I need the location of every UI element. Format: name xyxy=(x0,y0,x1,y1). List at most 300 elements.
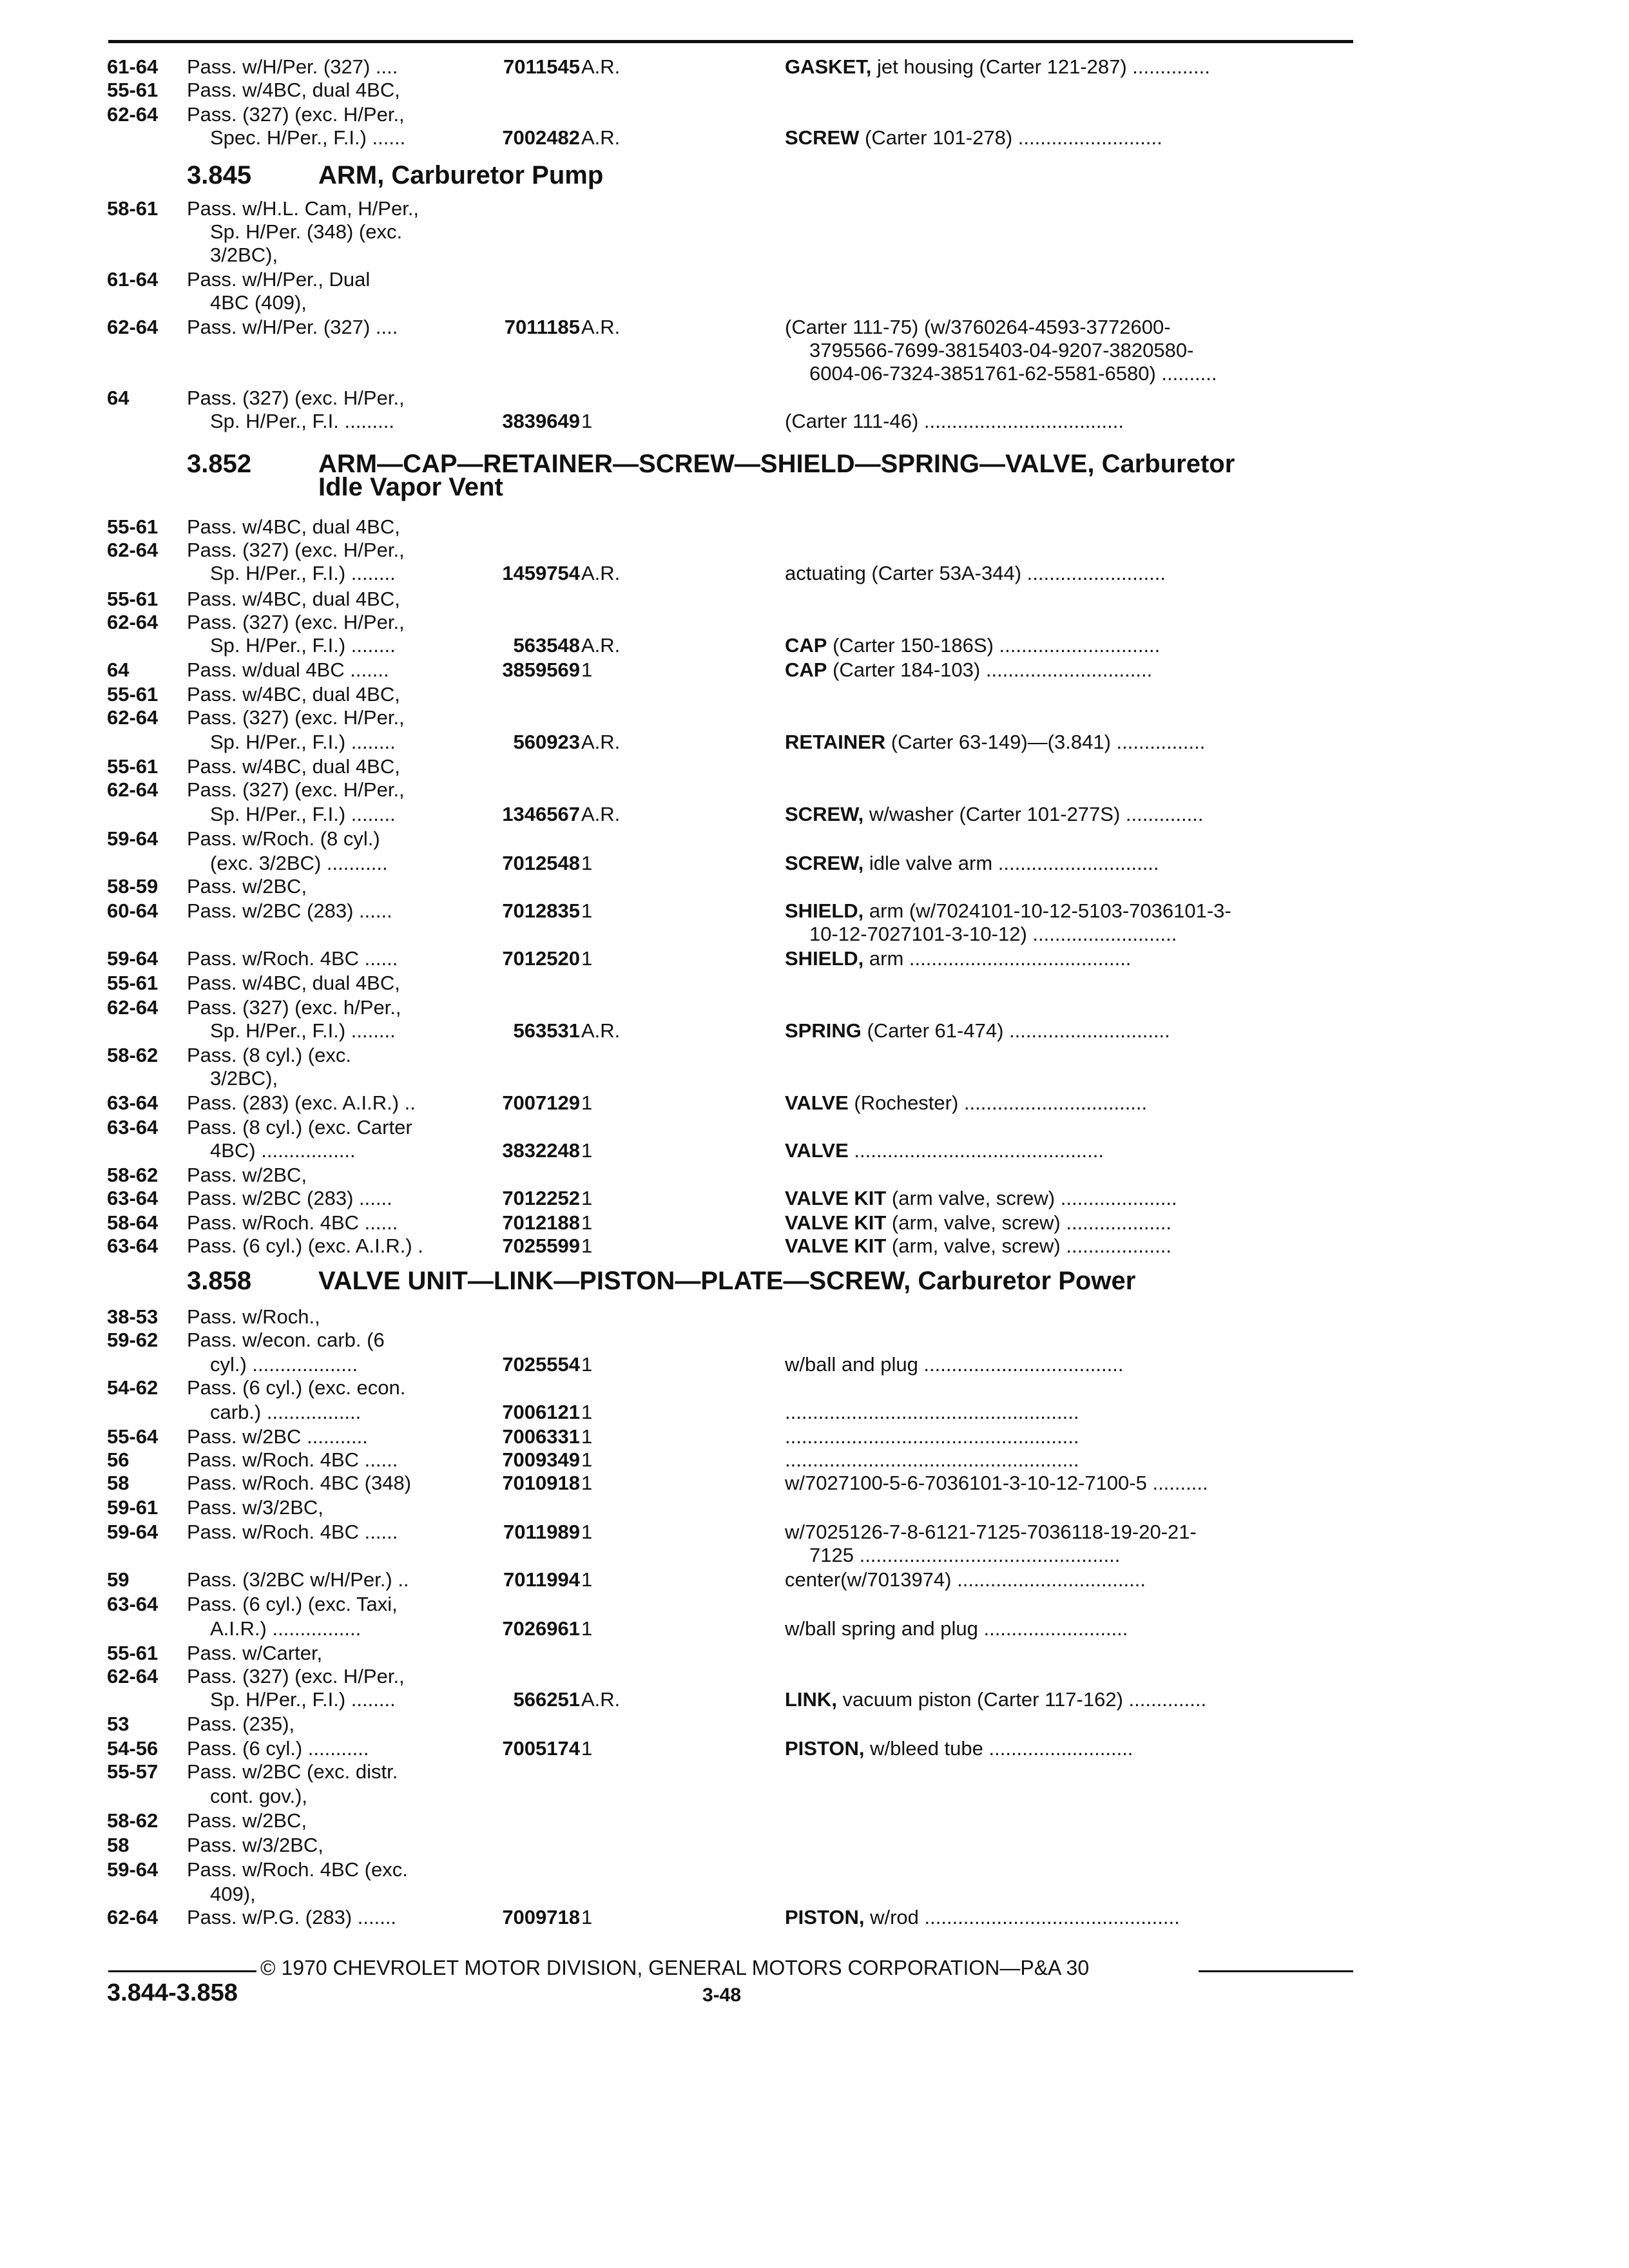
description xyxy=(809,1544,1120,1567)
description xyxy=(785,1019,1170,1043)
model-years: 53 xyxy=(107,1713,130,1735)
table-row xyxy=(0,1496,1629,1522)
description-text: ..................................................... xyxy=(785,1425,1079,1448)
table-row xyxy=(0,1019,1629,1045)
model-years: 63-64 xyxy=(107,1593,159,1615)
application: Pass. (3/2BC w/H/Per.) .. xyxy=(187,1568,409,1591)
table-row xyxy=(0,1809,1629,1835)
model-years: 58 xyxy=(107,1834,130,1856)
model-years: 55-61 xyxy=(107,755,159,778)
table-row xyxy=(0,1906,1629,1932)
description xyxy=(785,126,1162,149)
part-name: PISTON, xyxy=(785,1737,865,1760)
model-years: 63-64 xyxy=(107,1235,159,1257)
table-row xyxy=(0,1665,1629,1691)
table-row xyxy=(0,103,1629,129)
application: Pass. w/2BC, xyxy=(187,875,307,898)
section-title: VALVE UNIT—LINK—PISTON—PLATE—SCREW, Carburetor Power xyxy=(318,1267,1136,1295)
application: Pass. (6 cyl.) ........... xyxy=(187,1737,369,1760)
model-years: 58-59 xyxy=(107,875,159,898)
table-row xyxy=(0,1858,1629,1884)
model-years: 58-61 xyxy=(107,197,159,220)
model-years: 62-64 xyxy=(107,1665,159,1687)
application: Pass. w/Roch., xyxy=(187,1305,320,1328)
description-text: (Carter 63-149)—(3.841) ................ xyxy=(885,731,1206,753)
application: Pass. w/2BC (283) ...... xyxy=(187,899,392,922)
model-years: 62-64 xyxy=(107,316,159,338)
application: Pass. w/4BC, dual 4BC, xyxy=(187,515,400,538)
part-name: VALVE KIT xyxy=(785,1187,887,1209)
application: Pass. (283) (exc. A.I.R.) .. xyxy=(187,1091,416,1114)
model-years: 62-64 xyxy=(107,539,159,561)
description-text: w/ball spring and plug .......................... xyxy=(785,1617,1128,1640)
application: Pass. w/Carter, xyxy=(187,1642,323,1664)
part-number: 566251 xyxy=(513,1688,580,1711)
part-number: 7009349 xyxy=(502,1448,580,1471)
table-row xyxy=(0,55,1629,81)
application: Pass. w/3/2BC, xyxy=(187,1496,323,1519)
description-text: (Carter 61-474) ............................. xyxy=(861,1019,1170,1042)
part-name: SCREW, xyxy=(785,852,864,874)
table-row xyxy=(0,1448,1629,1474)
quantity: 1 xyxy=(581,1139,593,1162)
table-row xyxy=(0,1472,1629,1497)
table-row xyxy=(0,658,1629,684)
table-row xyxy=(0,1593,1629,1619)
table-row xyxy=(0,611,1629,637)
application: cyl.) ................... xyxy=(210,1353,358,1376)
table-row xyxy=(0,1760,1629,1786)
part-number: 7025554 xyxy=(502,1353,580,1376)
model-years: 55-61 xyxy=(107,515,159,538)
part-number: 7011989 xyxy=(503,1521,580,1543)
application: Pass. (327) (exc. H/Per., xyxy=(187,539,405,561)
description-text: 6004-06-7324-3851761-62-5581-6580) .......... xyxy=(809,362,1217,385)
model-years: 58-62 xyxy=(107,1044,159,1066)
description xyxy=(785,1235,1171,1258)
application: Pass. w/H.L. Cam, H/Per., xyxy=(187,197,419,220)
table-row xyxy=(0,778,1629,804)
table-row xyxy=(0,1883,1629,1908)
model-years: 59-64 xyxy=(107,827,159,850)
application: Pass. w/4BC, dual 4BC, xyxy=(187,683,400,706)
table-row xyxy=(0,562,1629,588)
description-text: vacuum piston (Carter 117-162) .............. xyxy=(836,1688,1207,1711)
table-row xyxy=(0,539,1629,564)
quantity: 1 xyxy=(581,1521,593,1543)
application: Pass. w/2BC ........... xyxy=(187,1425,368,1448)
application: Pass. (8 cyl.) (exc. xyxy=(187,1044,351,1066)
description-text: ..................................................... xyxy=(785,1401,1079,1423)
description-text: w/washer (Carter 101-277S) .............. xyxy=(863,803,1204,825)
table-row xyxy=(0,827,1629,853)
table-row xyxy=(0,803,1629,829)
model-years: 54-62 xyxy=(107,1376,159,1399)
model-years: 63-64 xyxy=(107,1091,159,1114)
description xyxy=(785,634,1160,657)
part-number: 560923 xyxy=(513,731,580,753)
description-text: 7125 ............................................... xyxy=(809,1544,1121,1566)
table-row xyxy=(0,1164,1629,1189)
description xyxy=(785,1401,1079,1424)
part-number: 7002482 xyxy=(502,126,580,149)
model-years: 64 xyxy=(107,387,130,409)
description-text: (arm, valve, screw) ................... xyxy=(886,1211,1171,1234)
table-row xyxy=(0,852,1629,878)
application: Pass. w/Roch. 4BC ...... xyxy=(187,1521,398,1543)
quantity: 1 xyxy=(581,1472,593,1494)
part-name: VALVE xyxy=(785,1139,849,1162)
application: Pass. (327) (exc. H/Per., xyxy=(187,778,405,801)
application: Pass. (327) (exc. H/Per., xyxy=(187,387,405,409)
description-text: arm ........................................ xyxy=(863,947,1132,970)
description-text: (arm valve, screw) ..................... xyxy=(886,1187,1177,1209)
application: Pass. (327) (exc. H/Per., xyxy=(187,706,405,729)
model-years: 62-64 xyxy=(107,103,159,126)
model-years: 62-64 xyxy=(107,996,159,1019)
model-years: 61-64 xyxy=(107,268,159,291)
model-years: 56 xyxy=(107,1448,130,1471)
quantity: 1 xyxy=(581,410,593,432)
table-row xyxy=(0,683,1629,709)
application: Pass. w/2BC, xyxy=(187,1809,307,1832)
section-number: 3.845 xyxy=(187,161,252,189)
part-number: 1346567 xyxy=(502,803,580,825)
part-number: 3832248 xyxy=(502,1139,580,1162)
quantity: 1 xyxy=(581,947,593,970)
model-years: 63-64 xyxy=(107,1187,159,1209)
table-row xyxy=(0,1353,1629,1379)
description xyxy=(785,1139,1104,1162)
model-years: 58-62 xyxy=(107,1164,159,1186)
application: Pass. w/4BC, dual 4BC, xyxy=(187,972,400,994)
part-name: SHIELD, xyxy=(785,899,864,922)
table-row xyxy=(0,875,1629,901)
application: Pass. (327) (exc. H/Per., xyxy=(187,103,405,126)
model-years: 62-64 xyxy=(107,1906,159,1928)
part-number: 7012548 xyxy=(502,852,580,874)
part-number: 7025599 xyxy=(502,1235,580,1257)
application: Pass. (327) (exc. H/Per., xyxy=(187,1665,405,1687)
description-text: ............................................. xyxy=(848,1139,1104,1162)
quantity: 1 xyxy=(581,1568,593,1591)
table-row xyxy=(0,1617,1629,1643)
application: Pass. w/P.G. (283) ....... xyxy=(187,1906,397,1928)
table-row xyxy=(0,244,1629,269)
table-row xyxy=(0,1329,1629,1354)
application: 3/2BC), xyxy=(210,1067,278,1090)
copyright-text: © 1970 CHEVROLET MOTOR DIVISION, GENERAL MOTORS CORPORATION—P&A 30 xyxy=(260,1956,1090,1979)
description-text: (arm, valve, screw) ................... xyxy=(886,1235,1171,1257)
quantity: 1 xyxy=(581,899,593,922)
table-row xyxy=(0,1544,1629,1570)
table-row xyxy=(0,220,1629,246)
quantity: A.R. xyxy=(581,562,621,584)
application: Pass. w/Roch. 4BC (348) xyxy=(187,1472,412,1494)
quantity: A.R. xyxy=(581,803,621,825)
quantity: 1 xyxy=(581,658,593,681)
application: Pass. w/H/Per. (327) .... xyxy=(187,55,398,78)
table-row xyxy=(0,1116,1629,1142)
description-text: (Rochester) ................................. xyxy=(848,1091,1148,1114)
table-row xyxy=(0,996,1629,1022)
footer-rule-right xyxy=(1199,1970,1353,1972)
description-text: w/7025126-7-8-6121-7125-7036118-19-20-21- xyxy=(785,1521,1197,1543)
application: Pass. w/H/Per. (327) .... xyxy=(187,316,398,338)
application: (exc. 3/2BC) ........... xyxy=(210,852,388,874)
part-name: VALVE KIT xyxy=(785,1235,887,1257)
description xyxy=(785,1472,1208,1495)
application: Sp. H/Per., F.I.) ........ xyxy=(210,562,396,584)
part-name: SHIELD, xyxy=(785,947,864,970)
part-number: 563531 xyxy=(513,1019,580,1042)
description xyxy=(785,1211,1171,1235)
table-row xyxy=(0,1044,1629,1070)
part-number: 7012520 xyxy=(502,947,580,970)
model-years: 55-64 xyxy=(107,1425,159,1448)
quantity: A.R. xyxy=(581,316,621,338)
application: Pass. w/H/Per., Dual xyxy=(187,268,371,291)
model-years: 58-64 xyxy=(107,1211,159,1234)
table-row xyxy=(0,197,1629,223)
part-name: SCREW, xyxy=(785,803,864,825)
application: Pass. (327) (exc. H/Per., xyxy=(187,611,405,633)
part-number: 7011994 xyxy=(503,1568,580,1591)
description-text: w/rod .............................................. xyxy=(864,1906,1180,1928)
quantity: A.R. xyxy=(581,1019,621,1042)
table-row xyxy=(0,899,1629,925)
description-text: w/ball and plug .................................... xyxy=(785,1353,1124,1376)
application: 409), xyxy=(210,1883,256,1905)
part-number: 7006121 xyxy=(502,1401,580,1423)
application: Pass. (327) (exc. h/Per., xyxy=(187,996,401,1019)
description-text: (Carter 184-103) .............................. xyxy=(827,658,1153,681)
quantity: 1 xyxy=(581,852,593,874)
table-row xyxy=(0,1235,1629,1260)
application: Pass. w/dual 4BC ....... xyxy=(187,658,389,681)
part-name: CAP xyxy=(785,658,827,681)
part-number: 7010918 xyxy=(502,1472,580,1494)
model-years: 55-61 xyxy=(107,683,159,706)
application: Pass. w/Roch. 4BC ...... xyxy=(187,1448,398,1471)
quantity: 1 xyxy=(581,1737,593,1760)
application: Pass. w/Roch. 4BC ...... xyxy=(187,1211,398,1234)
model-years: 62-64 xyxy=(107,706,159,729)
description xyxy=(785,1353,1124,1376)
description-text: (Carter 101-278) .......................... xyxy=(859,126,1162,149)
part-number: 7011185 xyxy=(504,316,580,338)
table-row xyxy=(0,1737,1629,1763)
application: Pass. w/Roch. 4BC (exc. xyxy=(187,1858,408,1881)
description xyxy=(785,55,1210,79)
quantity: 1 xyxy=(581,1906,593,1928)
table-row xyxy=(0,1425,1629,1451)
description xyxy=(785,410,1124,433)
model-years: 55-61 xyxy=(107,79,159,101)
table-row xyxy=(0,1713,1629,1738)
part-number: 7007129 xyxy=(502,1091,580,1114)
section-title: ARM—CAP—RETAINER—SCREW—SHIELD—SPRING—VALVE, Carburetor xyxy=(318,450,1235,478)
application: Pass. (8 cyl.) (exc. Carter xyxy=(187,1116,412,1139)
table-row xyxy=(0,1187,1629,1213)
footer-rule-left xyxy=(108,1970,256,1972)
quantity: A.R. xyxy=(581,126,621,149)
application: Pass. (6 cyl.) (exc. A.I.R.) . xyxy=(187,1235,423,1257)
application: Pass. (235), xyxy=(187,1713,295,1735)
table-row xyxy=(0,1834,1629,1860)
part-number: 7011545 xyxy=(503,55,580,78)
application: Pass. w/econ. carb. (6 xyxy=(187,1329,385,1351)
quantity: A.R. xyxy=(581,1688,621,1711)
description xyxy=(785,316,1171,339)
part-number: 7012188 xyxy=(502,1211,580,1234)
quantity: A.R. xyxy=(581,731,621,753)
table-row xyxy=(0,387,1629,412)
table-row xyxy=(0,1211,1629,1237)
table-row xyxy=(0,1139,1629,1165)
quantity: 1 xyxy=(581,1448,593,1471)
table-row xyxy=(0,1785,1629,1811)
part-number: 7012252 xyxy=(502,1187,580,1209)
model-years: 38-53 xyxy=(107,1305,159,1328)
application: Pass. (6 cyl.) (exc. Taxi, xyxy=(187,1593,398,1615)
part-name: SPRING xyxy=(785,1019,862,1042)
quantity: A.R. xyxy=(581,634,621,657)
quantity: 1 xyxy=(581,1211,593,1234)
table-row xyxy=(0,972,1629,997)
description xyxy=(785,1448,1079,1472)
section-title-line2: Idle Vapor Vent xyxy=(318,473,503,501)
application: Pass. w/3/2BC, xyxy=(187,1834,323,1856)
model-years: 55-61 xyxy=(107,588,159,610)
table-row xyxy=(0,126,1629,152)
part-number: 7005174 xyxy=(502,1737,580,1760)
table-row xyxy=(0,316,1629,341)
section-number: 3.858 xyxy=(187,1267,252,1295)
model-years: 63-64 xyxy=(107,1116,159,1139)
table-row xyxy=(0,268,1629,294)
description-text: ..................................................... xyxy=(785,1448,1079,1471)
description xyxy=(785,1617,1128,1640)
quantity: 1 xyxy=(581,1353,593,1376)
model-years: 60-64 xyxy=(107,899,159,922)
table-row xyxy=(0,1568,1629,1594)
description-text: jet housing (Carter 121-287) .............. xyxy=(871,55,1210,78)
application: Sp. H/Per., F.I.) ........ xyxy=(210,634,396,657)
quantity: A.R. xyxy=(581,55,621,78)
description xyxy=(785,1688,1206,1711)
section-title: ARM, Carburetor Pump xyxy=(318,161,604,189)
application: Sp. H/Per., F.I.) ........ xyxy=(210,803,396,825)
application: Sp. H/Per., F.I.) ........ xyxy=(210,731,396,753)
table-row xyxy=(0,588,1629,613)
model-years: 59-64 xyxy=(107,1521,159,1543)
model-years: 61-64 xyxy=(107,55,159,78)
model-years: 58 xyxy=(107,1472,130,1494)
application: Spec. H/Per., F.I.) ...... xyxy=(210,126,406,149)
part-number: 563548 xyxy=(513,634,580,657)
part-number: 7006331 xyxy=(502,1425,580,1448)
model-years: 59-64 xyxy=(107,1858,159,1881)
table-row xyxy=(0,1067,1629,1093)
table-row xyxy=(0,1091,1629,1117)
part-name: VALVE KIT xyxy=(785,1211,887,1234)
description-text: w/bleed tube .......................... xyxy=(864,1737,1133,1760)
footer xyxy=(108,1956,1353,1982)
part-name: GASKET, xyxy=(785,55,872,78)
description xyxy=(785,852,1159,875)
description xyxy=(809,923,1177,946)
model-years: 59 xyxy=(107,1568,130,1591)
description xyxy=(785,1906,1180,1929)
model-years: 55-61 xyxy=(107,972,159,994)
quantity: 1 xyxy=(581,1425,593,1448)
table-row xyxy=(0,731,1629,756)
part-name: LINK, xyxy=(785,1688,837,1711)
table-row xyxy=(0,1401,1629,1427)
page-number: 3-48 xyxy=(702,1984,742,2006)
table-row xyxy=(0,515,1629,541)
table-row xyxy=(0,362,1629,388)
description xyxy=(785,731,1205,754)
application: Sp. H/Per., F.I. ......... xyxy=(210,410,394,432)
part-name: SCREW xyxy=(785,126,860,149)
model-years: 55-57 xyxy=(107,1760,159,1783)
application: 4BC (409), xyxy=(210,291,307,314)
application: Pass. w/2BC, xyxy=(187,1164,307,1186)
table-row xyxy=(0,79,1629,104)
description xyxy=(785,1187,1177,1210)
model-years: 59-61 xyxy=(107,1496,159,1519)
quantity: 1 xyxy=(581,1091,593,1114)
description xyxy=(785,562,1166,585)
application: A.I.R.) ................ xyxy=(210,1617,361,1640)
table-row xyxy=(0,410,1629,436)
application: Sp. H/Per., F.I.) ........ xyxy=(210,1019,396,1042)
description xyxy=(809,339,1193,362)
table-row xyxy=(0,1305,1629,1331)
part-name: PISTON, xyxy=(785,1906,865,1928)
part-number: 3839649 xyxy=(502,410,580,432)
description xyxy=(785,1568,1146,1591)
table-row xyxy=(0,755,1629,781)
application: Pass. w/4BC, dual 4BC, xyxy=(187,755,400,778)
application: 3/2BC), xyxy=(210,244,278,266)
description-text: idle valve arm ............................. xyxy=(863,852,1159,874)
table-row xyxy=(0,634,1629,660)
application: cont. gov.), xyxy=(210,1785,308,1807)
table-row xyxy=(0,923,1629,948)
application: carb.) ................. xyxy=(210,1401,361,1423)
part-number: 7009718 xyxy=(502,1906,580,1928)
model-years: 64 xyxy=(107,658,130,681)
application: Sp. H/Per., F.I.) ........ xyxy=(210,1688,396,1711)
description-text: actuating (Carter 53A-344) ......................... xyxy=(785,562,1166,584)
table-row xyxy=(0,1376,1629,1402)
group-range: 3.844-3.858 xyxy=(107,1979,238,2006)
description-text: 10-12-7027101-3-10-12) .......................... xyxy=(809,923,1177,945)
model-years: 62-64 xyxy=(107,611,159,633)
application: Pass. w/4BC, dual 4BC, xyxy=(187,79,400,101)
application: 4BC) ................. xyxy=(210,1139,356,1162)
part-name: RETAINER xyxy=(785,731,886,753)
description-text: (Carter 150-186S) ............................. xyxy=(827,634,1161,657)
description-text: (Carter 111-46) .................................... xyxy=(785,410,1124,432)
part-number: 7012835 xyxy=(502,899,580,922)
part-name: VALVE xyxy=(785,1091,849,1114)
description xyxy=(785,899,1231,923)
application: Pass. w/4BC, dual 4BC, xyxy=(187,588,400,610)
